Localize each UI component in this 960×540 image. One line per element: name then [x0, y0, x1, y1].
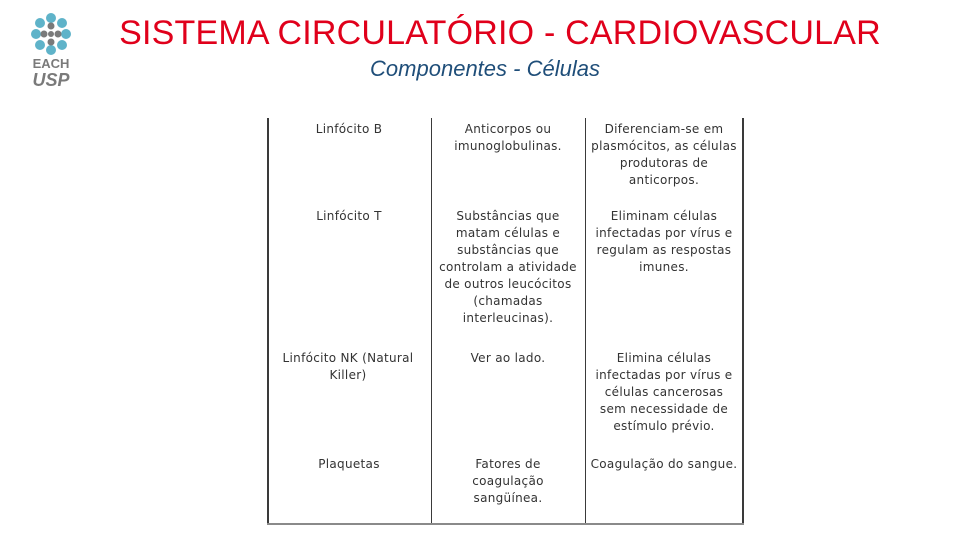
table-cell: Anticorpos ou imunoglobulinas. [454, 122, 562, 153]
table-border-right [742, 118, 744, 524]
table-cell: Ver ao lado. [470, 351, 546, 365]
table-cell: Fatores de coagulação sangüínea. [472, 457, 544, 505]
table-cell: Eliminam células infectadas por vírus e regulam as respostas imunes. [595, 209, 733, 274]
logo-each-text: EACH [32, 56, 70, 71]
table-border-bottom [267, 523, 744, 525]
table-cell: Substâncias que matam células e substâncias que controlam a atividade de outros leucócitos (chamadas interleucinas). [439, 209, 577, 325]
logo-usp-text: USP [32, 70, 70, 90]
page-title: SISTEMA CIRCULATÓRIO - CARDIOVASCULAR [119, 14, 881, 52]
table-border-left [267, 118, 269, 524]
table-cell: Elimina células infectadas por vírus e células cancerosas sem necessidade de estímulo prévio. [595, 351, 733, 433]
table-cell: Linfócito T [316, 209, 382, 223]
table-cell: Diferenciam-se em plasmócitos, as células produtoras de anticorpos. [591, 122, 737, 187]
table-divider-2 [585, 118, 586, 524]
table-cell: Coagulação do sangue. [590, 457, 738, 471]
table-cell: Plaquetas [318, 457, 380, 471]
table-cell: Linfócito B [315, 122, 383, 136]
page-subtitle: Componentes - Células [370, 56, 600, 81]
table-cell: Linfócito NK (Natural Killer) [282, 351, 414, 382]
table-divider-1 [431, 118, 432, 524]
